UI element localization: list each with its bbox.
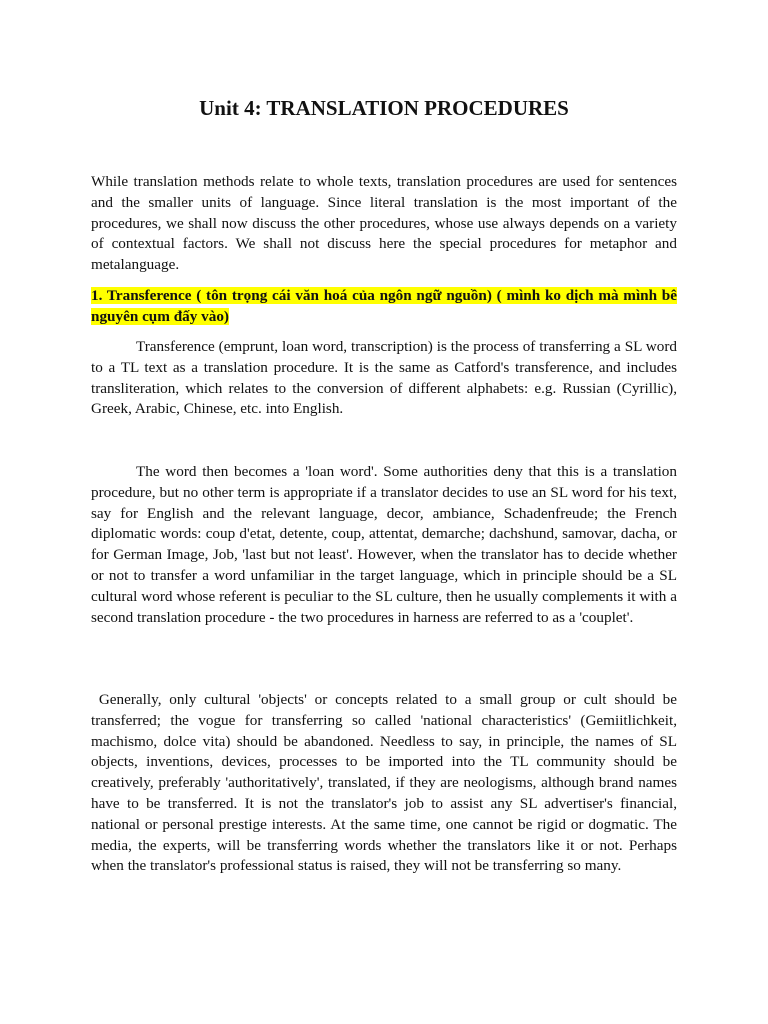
body-paragraph: The word then becomes a 'loan word'. Some authorities deny that this is a translation procedure, but no other term is appropriate if a translator decides to use an SL word for his text, say for English and the relevant language, decor, ambiance, Schadenfreude; the French diplomatic words: coup d'etat, detente, coup, attentat, demarche; dachshund, samovar, dacha, or for German Image, Job, 'last but not least'. However, when the translator has to decide whether or not to transfer a word unfamiliar in the target language, which in principle should be a SL cultural word whose referent is peculiar to the SL culture, then he usually complements it with a second translation procedure - the two procedures in harness are referred to as a 'couplet'.	[91, 463, 677, 626]
section-heading-transference	[91, 286, 677, 328]
body-paragraph: Generally, only cultural 'objects' or concepts related to a small group or cult should be transferred; the vogue for transferring so called 'national characteristics' (Gemiitlichkeit, machismo, dolce vita) should be abandoned. Needless to say, in principle, the names of SL objects, inventions, devices, processes to be imported into the TL community should be creatively, preferably 'authoritatively', translated, if they are neologisms, although brand names have to be transferred. It is not the translator's job to assist any SL advertiser's financial, national or personal prestige interests. At the same time, one cannot be rigid or dogmatic. The media, the experts, will be transferring words whether the translators like it or not. Perhaps when the translator's professional status is raised, they will not be transferring so many.	[91, 691, 681, 875]
body-paragraph: Transference (emprunt, loan word, transcription) is the process of transferring a SL word to a TL text as a translation procedure. It is the same as Catford's transference, and includes transliteration, which relates to the conversion of different alphabets: e.g. Russian (Cyrillic), Greek, Arabic, Chinese, etc. into English.	[91, 338, 677, 418]
intro-paragraph: While translation methods relate to whole texts, translation procedures are used for sentences and the smaller units of language. Since literal translation is the most important of the procedures, we shall now discuss the other procedures, whose use always depends on a variety of contextual factors. We shall not discuss here the special procedures for metaphor and metalanguage.	[91, 173, 677, 274]
highlighted-heading-text: 1. Transference ( tôn trọng cái văn hoá của ngôn ngữ nguồn) ( mình ko dịch mà mình bê nguyên cụm đấy vào)	[91, 287, 677, 325]
page-title: Unit 4: TRANSLATION PROCEDURES	[199, 96, 569, 120]
